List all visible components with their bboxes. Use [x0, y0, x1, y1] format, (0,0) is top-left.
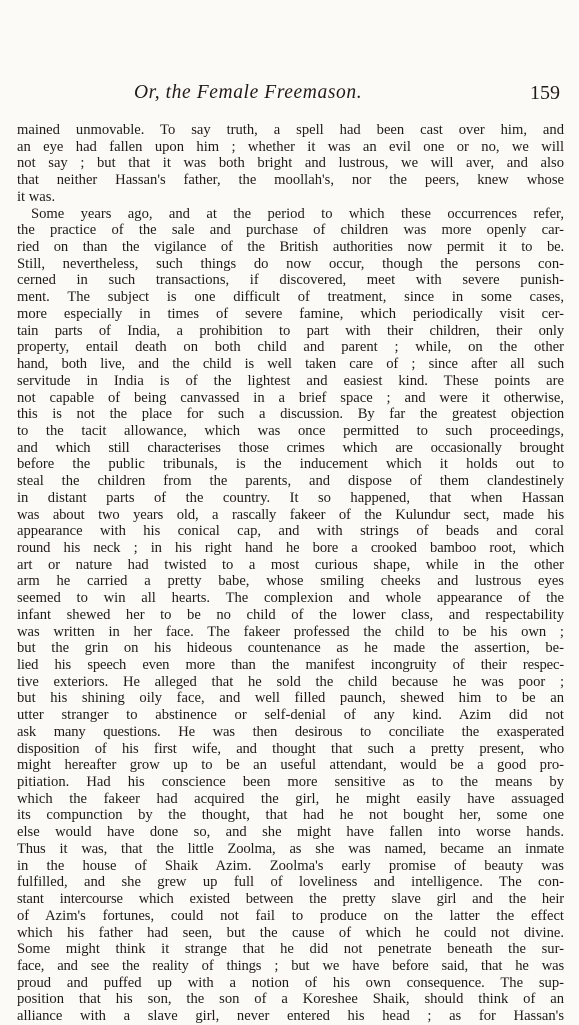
body-text	[17, 122, 564, 1025]
text-line: disposition of his first wife, and thought that such a pretty present, who	[17, 740, 564, 757]
text-line: tive exteriors. He alleged that he sold the child because he was poor ;	[17, 673, 564, 690]
text-line: which the fakeer had acquired the girl, he might easily have assuaged	[17, 790, 564, 807]
page-number: 159	[530, 82, 560, 104]
text-line: pitiation. Had his conscience been more sensitive as to the means by	[17, 774, 564, 791]
text-line: that neither Hassan's father, the moollah's, nor the peers, knew whose	[17, 172, 564, 189]
text-line: but the grin on his hideous countenance as he made the assertion, be-	[17, 640, 564, 657]
text-line: position that his son, the son of a Koreshee Shaik, should think of an	[17, 991, 564, 1008]
text-line: utter stranger to abstinence or self-denial of any kind. Azim did not	[17, 707, 564, 724]
text-line: this is not the place for such a discussion. By far the greatest objection	[17, 406, 564, 423]
text-line: but his shining oily face, and well filled paunch, shewed him to be an	[17, 690, 564, 707]
text-line: lied his speech even more than the manifest incongruity of their respec-	[17, 657, 564, 673]
text-line: in the house of Shaik Azim. Zoolma's early promise of beauty was	[17, 857, 564, 874]
text-line: not say ; but that it was both bright and lustrous, we will aver, and also	[17, 155, 564, 172]
text-line: mained unmovable. To say truth, a spell had been cast over him, and	[17, 122, 564, 138]
text-line: and which still characterises those crimes which are occasionally brought	[17, 439, 564, 456]
text-line: appearance with his conical cap, and with strings of beads and coral	[17, 523, 564, 540]
text-line: it was.	[17, 188, 56, 205]
text-line: fulfilled, and she grew up full of loveliness and intelligence. The con-	[17, 874, 564, 891]
text-line: infant shewed her to be no child of the lower class, and respectability	[17, 606, 564, 623]
page-header	[17, 82, 564, 122]
text-line: alliance with a slave girl, never entered his head ; as for Hassan's	[17, 1008, 564, 1025]
text-line: face, and see the reality of things ; but we have before said, that he was	[17, 957, 564, 974]
text-line: ask many questions. He was then desirous to conciliate the exasperated	[17, 723, 564, 740]
text-line: of Azim's fortunes, could not fail to produce on the latter the effect	[17, 907, 564, 924]
text-line: was about two years old, a rascally fakeer of the Kulundur sect, made his	[17, 506, 564, 523]
text-line: which his father had seen, but the cause of which he could not divine.	[17, 924, 564, 941]
text-line: seemed to win all hearts. The complexion and whole appearance of the	[17, 590, 564, 607]
text-line: steal the children from the parents, and dispose of them clandestinely	[17, 473, 564, 490]
text-line: proud and puffed up with a notion of his own consequence. The sup-	[17, 974, 564, 991]
text-line: to the tacit allowance, which was once permitted to such proceedings,	[17, 422, 564, 439]
running-title: Or, the Female Freemason.	[134, 82, 363, 103]
text-line: hand, both live, and the child is well taken care of ; since after all such	[17, 356, 564, 373]
text-line: Some years ago, and at the period to which these occurrences refer,	[31, 205, 564, 222]
text-line: cerned in such transactions, if discovered, meet with severe punish-	[17, 272, 564, 289]
text-line: round his neck ; in his right hand he bore a crooked bamboo root, which	[17, 539, 564, 556]
text-line: Still, nevertheless, such things do now occur, though the persons con-	[17, 255, 564, 272]
text-line: arm he carried a pretty babe, whose smiling cheeks and lustrous eyes	[17, 573, 564, 590]
text-line: was written in her face. The fakeer professed the child to be his own ;	[17, 623, 564, 640]
text-line: tain parts of India, a prohibition to part with their children, their only	[17, 322, 564, 339]
text-line: an eye had fallen upon him ; whether it was an evil one or no, we will	[17, 138, 564, 155]
text-line: might hereafter grow up to be an useful attendant, would be a good pro-	[17, 757, 564, 774]
text-line: before the public tribunals, is the inducement which it holds out to	[17, 456, 564, 473]
text-line: servitude in India is of the lightest and easiest kind. These points are	[17, 372, 564, 389]
text-line: more especially in times of severe famine, which periodically visit cer-	[17, 305, 564, 322]
text-line: property, entail death on both child and parent ; while, on the other	[17, 339, 564, 356]
book-page	[17, 82, 564, 1025]
text-line: not capable of being canvassed in a brief space ; and were it otherwise,	[17, 389, 564, 406]
text-line: its compunction by the thought, that had he not bought her, some one	[17, 807, 564, 824]
text-line: Thus it was, that the little Zoolma, as she was named, became an inmate	[17, 840, 564, 857]
text-line: ried on than the vigilance of the British authorities now permit it to be.	[17, 239, 564, 256]
text-line: Some might think it strange that he did not penetrate beneath the sur-	[17, 941, 564, 958]
text-line: else would have done so, and she might have fallen into worse hands.	[17, 824, 564, 841]
text-line: in distant parts of the country. It so happened, that when Hassan	[17, 489, 564, 506]
text-line: art or nature had twisted to a most curious shape, while in the other	[17, 556, 564, 573]
text-line: the practice of the sale and purchase of children was more openly car-	[17, 222, 564, 239]
text-line: ment. The subject is one difficult of treatment, since in some cases,	[17, 289, 564, 306]
text-line: stant intercourse which existed between the pretty slave girl and the heir	[17, 891, 564, 908]
